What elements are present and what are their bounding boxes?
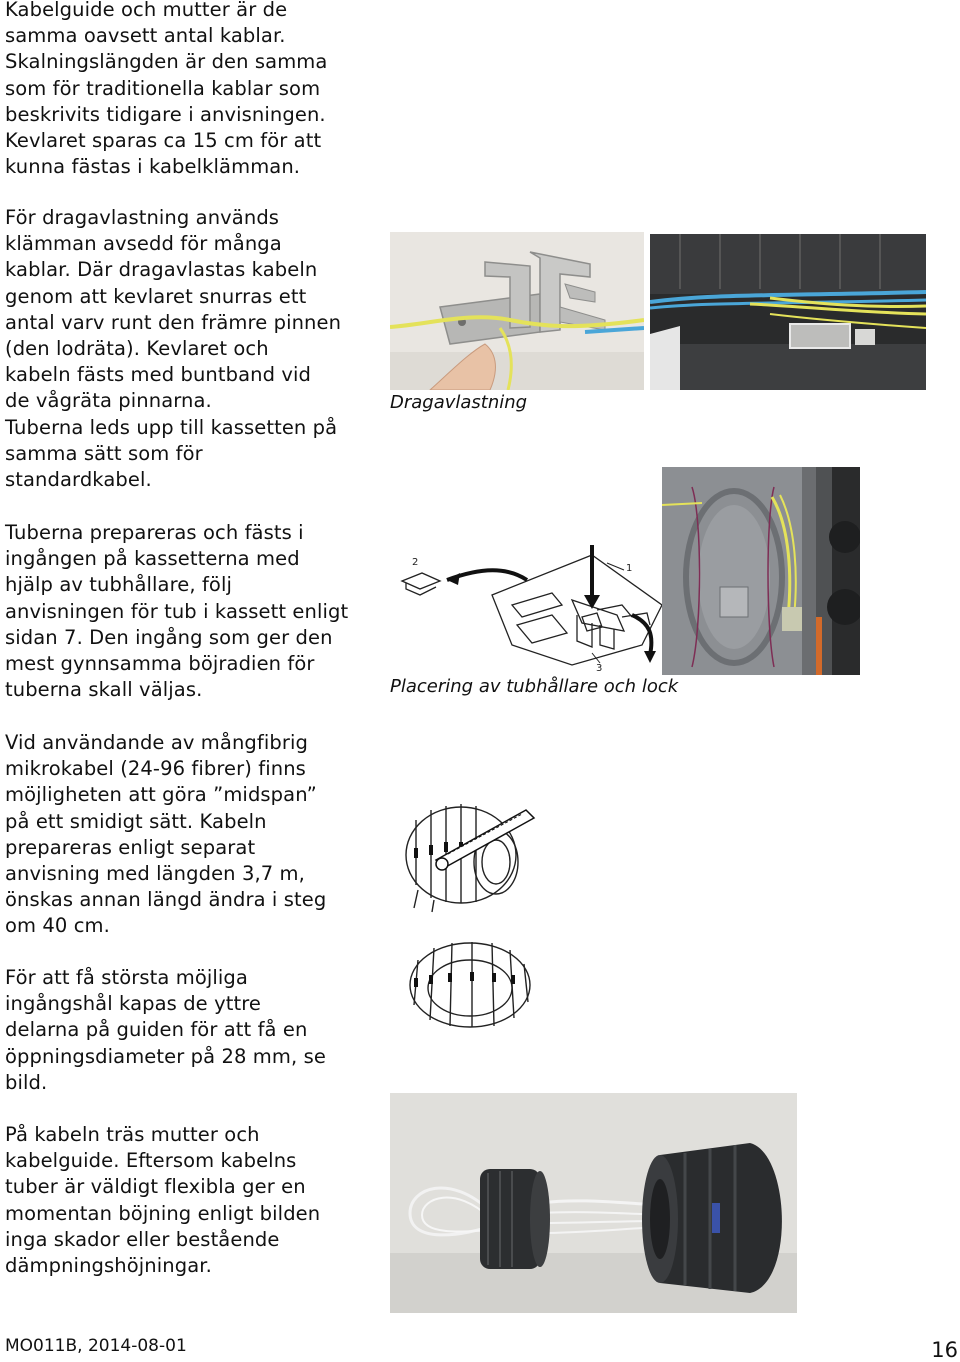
diagram-label-1: 1 bbox=[626, 563, 633, 574]
photo-cassette-fibers bbox=[650, 234, 926, 390]
text-line: prepareras enligt separat bbox=[5, 835, 256, 859]
text-line: Tuberna leds upp till kassetten på bbox=[5, 415, 338, 439]
text-line: Tuberna prepareras och fästs i bbox=[5, 521, 304, 544]
text-line: För dragavlastning används bbox=[5, 206, 280, 229]
text-line: För att få största möjliga bbox=[5, 966, 248, 989]
text-line: om 40 cm. bbox=[5, 914, 110, 938]
diagram-label-2: 2 bbox=[412, 557, 419, 568]
paragraph-ingangshal bbox=[5, 965, 326, 1096]
text-line: anvisning med längden 3,7 m, bbox=[5, 862, 305, 886]
document-id: MO011B, 2014-08-01 bbox=[5, 1336, 187, 1356]
text-line: standardkabel. bbox=[5, 468, 152, 492]
text-line: kabeln fästs med buntband vid bbox=[5, 363, 312, 387]
text-line: ingångshål kapas de yttre bbox=[5, 992, 261, 1016]
text-line: genom att kevlaret snurras ett bbox=[5, 284, 307, 308]
text-line: kunna fästas i kabelklämman. bbox=[5, 155, 301, 179]
diagram-label-3: 3 bbox=[596, 663, 603, 674]
text-line: inga skador eller bestående bbox=[5, 1227, 280, 1251]
photo-strain-relief-clamp bbox=[390, 232, 644, 390]
text-line: kablar. Där dragavlastas kabeln bbox=[5, 258, 318, 282]
text-line: som för traditionella kablar som bbox=[5, 76, 321, 100]
text-line: Vid användande av mångfibrig bbox=[5, 731, 308, 754]
text-line: möjligheten att göra ”midspan” bbox=[5, 783, 317, 807]
text-line: (den lodräta). Kevlaret och bbox=[5, 337, 269, 361]
paragraph-tuberna bbox=[5, 520, 348, 703]
diagram-cable-guide-cut bbox=[400, 930, 540, 1040]
diagram-tube-holder bbox=[392, 545, 667, 675]
text-line: samma oavsett antal kablar. bbox=[5, 24, 286, 48]
photo-cassette-tube-holder bbox=[662, 467, 860, 675]
text-line: de vågräta pinnarna. bbox=[5, 389, 212, 413]
text-line: samma sätt som för bbox=[5, 441, 203, 465]
paragraph-midspan bbox=[5, 730, 326, 940]
text-line: hjälp av tubhållare, följ bbox=[5, 573, 232, 597]
page-number: 16 bbox=[931, 1338, 958, 1362]
text-line: Kabelguide och mutter är de bbox=[5, 0, 288, 21]
text-line: önskas annan längd ändra i steg bbox=[5, 888, 327, 912]
paragraph-dragavlastning bbox=[5, 205, 341, 493]
text-line: På kabeln träs mutter och bbox=[5, 1123, 260, 1146]
text-line: mikrokabel (24-96 fibrer) finns bbox=[5, 757, 306, 781]
text-line: mest gynnsamma böjradien för bbox=[5, 652, 315, 676]
text-line: dämpningshöjningar. bbox=[5, 1254, 212, 1278]
text-line: anvisningen för tub i kassett enligt bbox=[5, 599, 349, 623]
text-line: momentan böjning enligt bilden bbox=[5, 1201, 321, 1225]
text-line: ingången på kassetterna med bbox=[5, 547, 300, 571]
text-line: klämman avsedd för många bbox=[5, 232, 282, 256]
text-line: tuber är väldigt flexibla ger en bbox=[5, 1175, 306, 1199]
text-line: delarna på guiden för att få en bbox=[5, 1018, 308, 1042]
text-line: antal varv runt den främre pinnen bbox=[5, 310, 342, 334]
paragraph-mutter bbox=[5, 1122, 320, 1279]
caption-dragavlastning: Dragavlastning bbox=[390, 392, 528, 413]
text-line: öppningsdiameter på 28 mm, se bbox=[5, 1044, 326, 1068]
text-line: kabelguide. Eftersom kabelns bbox=[5, 1149, 297, 1173]
text-line: Kevlaret sparas ca 15 cm för att bbox=[5, 129, 322, 153]
text-line: på ett smidigt sätt. Kabeln bbox=[5, 809, 267, 833]
caption-placering: Placering av tubhållare och lock bbox=[390, 676, 679, 697]
text-line: beskrivits tidigare i anvisningen. bbox=[5, 102, 326, 126]
photo-cable-with-nut bbox=[390, 1093, 797, 1313]
text-line: tuberna skall väljas. bbox=[5, 678, 203, 702]
paragraph-kabelguide bbox=[5, 0, 327, 180]
text-line: bild. bbox=[5, 1070, 48, 1094]
diagram-cable-guide-cutting bbox=[396, 790, 546, 920]
text-line: sidan 7. Den ingång som ger den bbox=[5, 625, 333, 649]
text-line: Skalningslängden är den samma bbox=[5, 50, 328, 74]
